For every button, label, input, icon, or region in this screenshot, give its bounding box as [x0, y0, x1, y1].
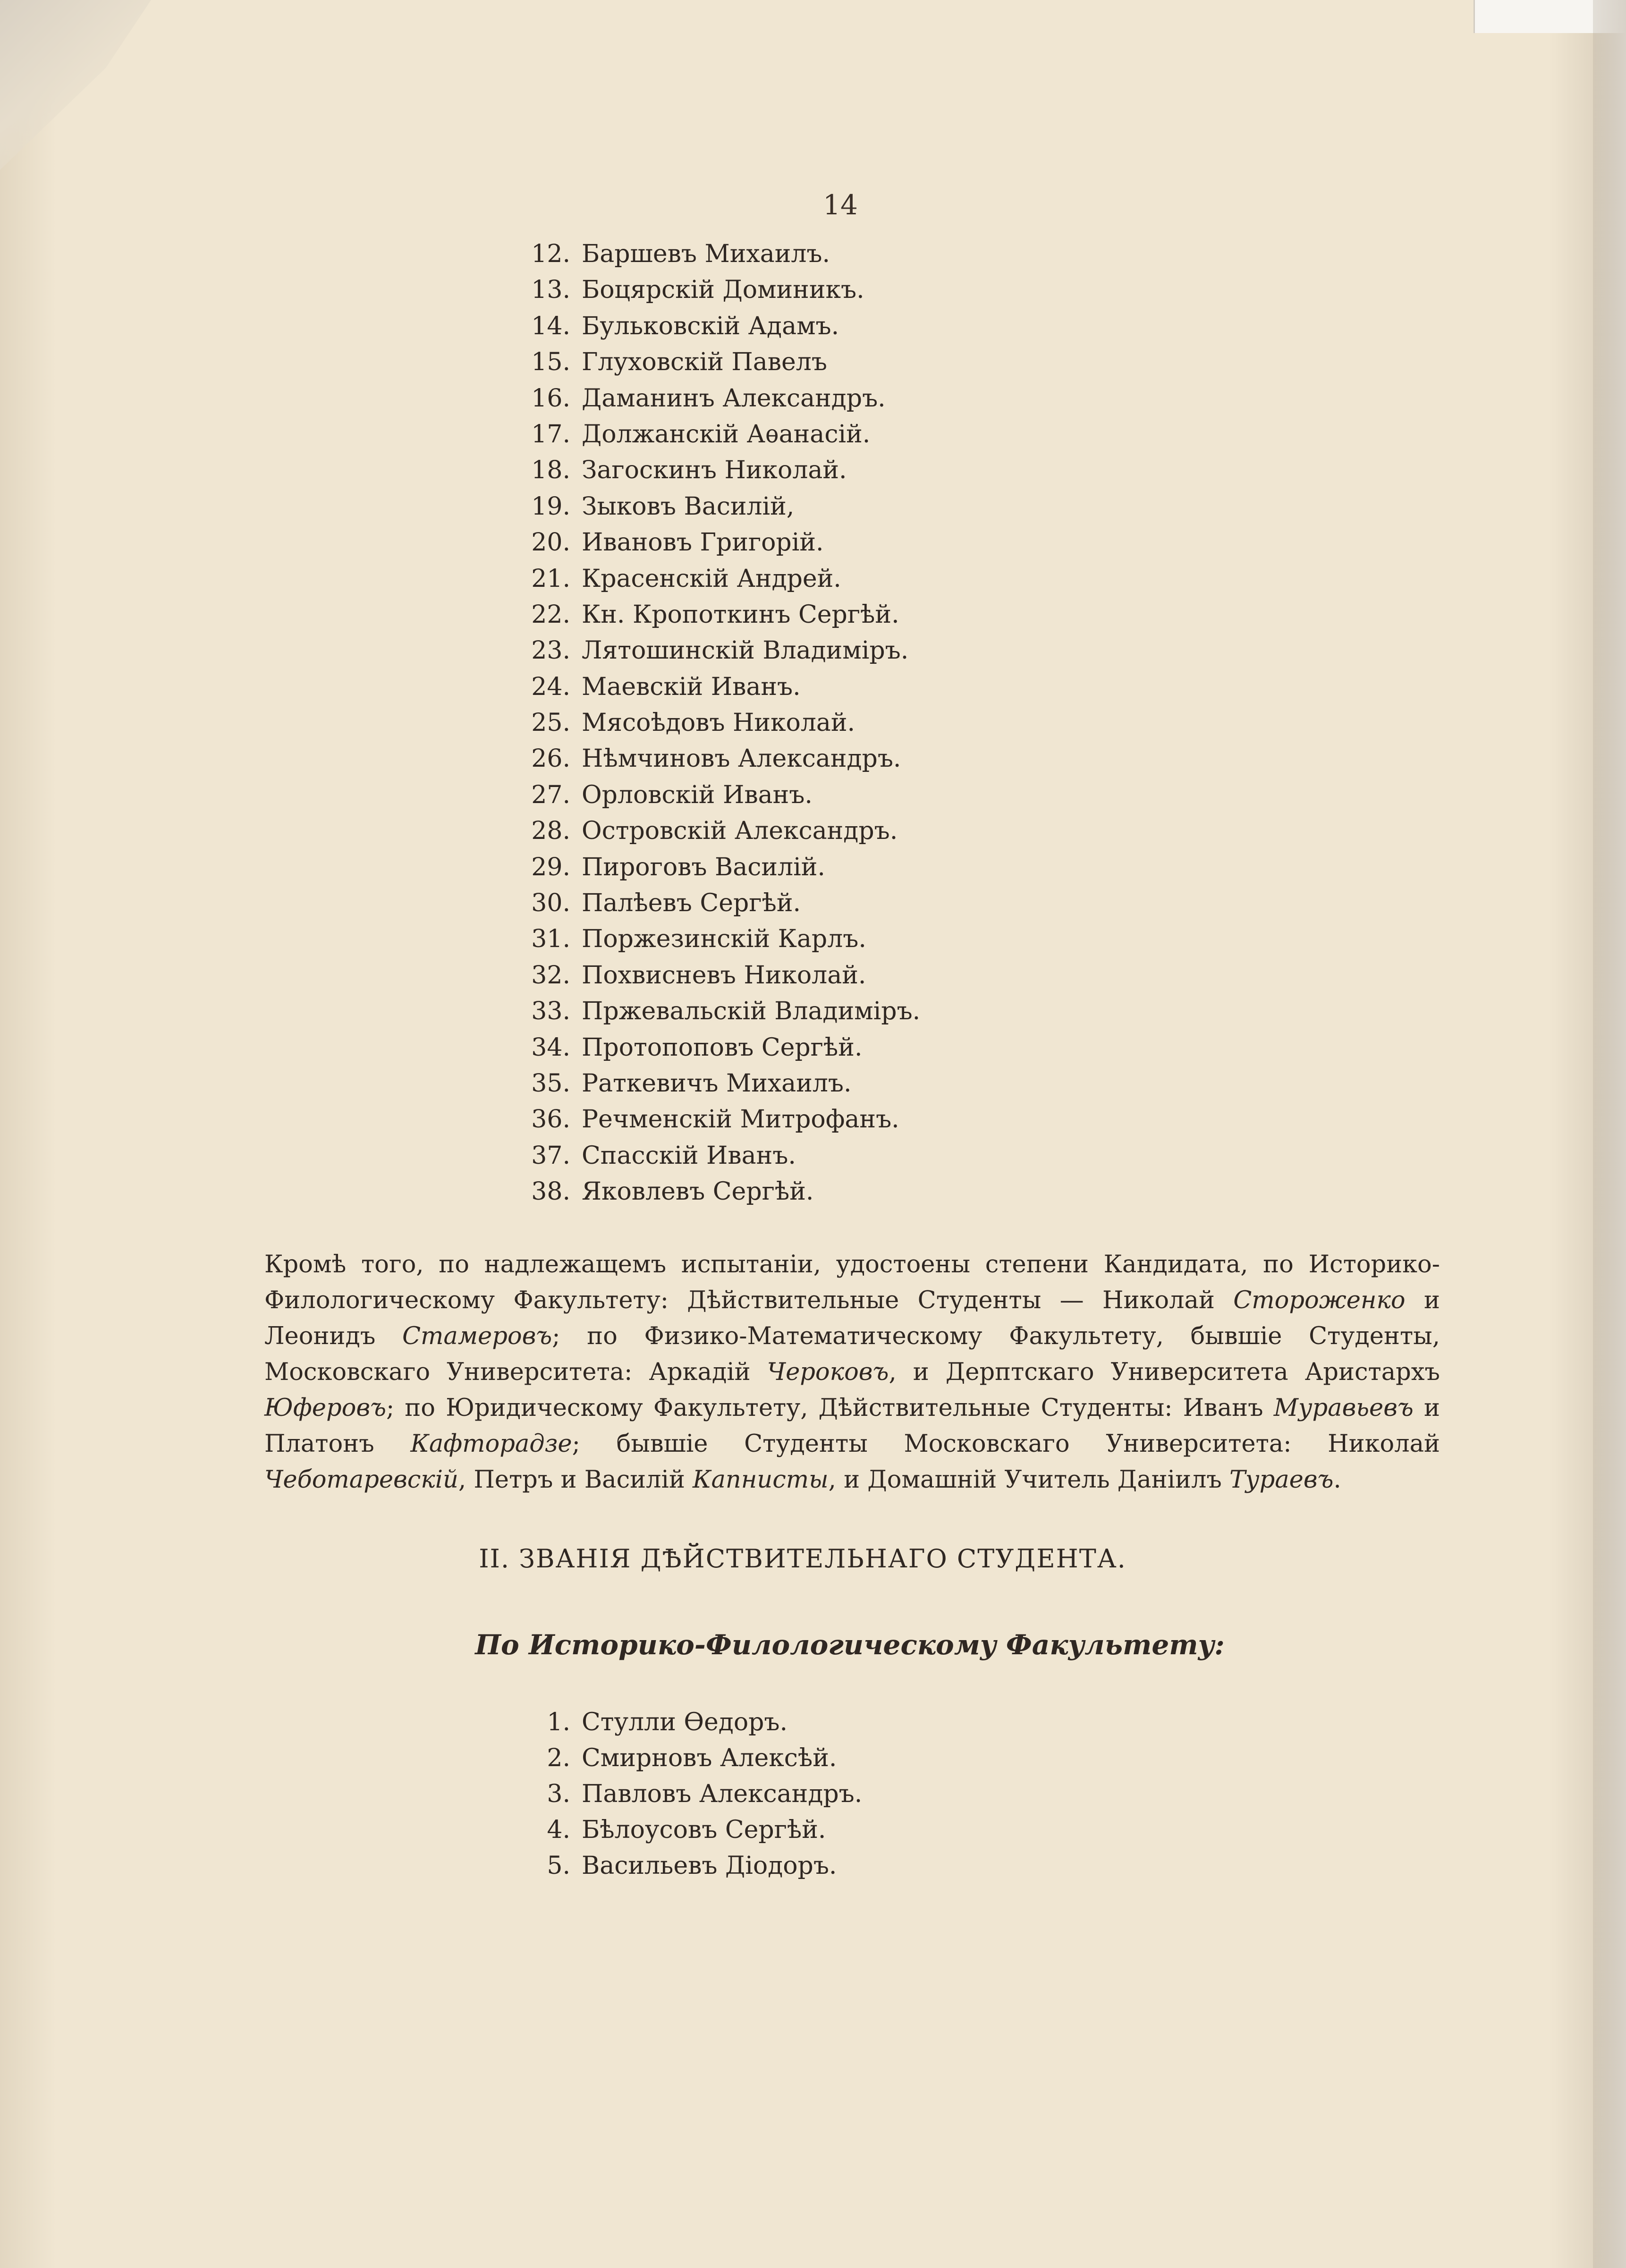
list-item: 33. Пржевальскій Владиміръ.	[531, 997, 921, 1026]
list-item: 19. Зыковъ Василій,	[531, 492, 795, 521]
page-number: 14	[823, 189, 858, 221]
list-item: 1. Стулли Ѳедоръ.	[547, 1708, 788, 1736]
section-heading: II. ЗВАНІЯ ДѢЙСТВИТЕЛЬНАГО СТУДЕНТА.	[479, 1544, 1126, 1574]
list-item: 30. Палѣевъ Сергѣй.	[531, 889, 801, 918]
page-edge-shadow	[1593, 0, 1626, 2268]
list-item: 23. Лятошинскій Владиміръ.	[531, 636, 909, 665]
list-item: 15. Глуховскій Павелъ	[531, 348, 827, 377]
candidate-paragraph: Кромѣ того, по надлежащемъ испытаніи, удостоены степени Кандидата, по Историко-Филологическому Факультету: Дѣйствительные Студенты — Николай Стороженко и Леонидъ Стамеровъ; по Физико-Математическому Факультету, бывшіе Студенты, Московскаго Университета: Аркадій Чероковъ, и Дерптскаго Университета Аристархъ Юферовъ; по Юридическому Факультету, Дѣйствительные Студенты: Иванъ Муравьевъ и Платонъ Кафторадзе; бывшіе Студенты Московскаго Университета: Николай Чеботаревскій, Петръ и Василій Капнисты, и Домашній Учитель Даніилъ Тураевъ.	[264, 1251, 1440, 1494]
student-list	[519, 1704, 862, 1884]
list-item: 26. Нѣмчиновъ Александръ.	[531, 745, 901, 773]
list-item: 13. Боцярскій Доминикъ.	[531, 276, 864, 305]
list-item: 31. Поржезинскій Карлъ.	[531, 925, 866, 954]
list-item: 5. Васильевъ Діодоръ.	[547, 1852, 837, 1880]
list-item: 34. Протопоповъ Сергѣй.	[531, 1033, 863, 1062]
list-item: 24. Маевскій Иванъ.	[531, 672, 801, 701]
list-item: 18. Загоскинъ Николай.	[531, 456, 847, 485]
list-item: 35. Раткевичъ Михаилъ.	[531, 1069, 852, 1098]
folded-corner	[0, 0, 151, 170]
list-item: 22. Кн. Кропоткинъ Сергѣй.	[531, 600, 899, 629]
list-item: 32. Похвисневъ Николай.	[531, 961, 866, 990]
list-item: 29. Пироговъ Василій.	[531, 853, 825, 881]
list-item: 21. Красенскій Андрей.	[531, 564, 841, 593]
list-item: 4. Бѣлоусовъ Сергѣй.	[547, 1816, 826, 1844]
list-item: 16. Даманинъ Александръ.	[531, 384, 886, 413]
list-item: 37. Спасскій Иванъ.	[531, 1141, 796, 1170]
list-item: 2. Смирновъ Алексѣй.	[547, 1744, 837, 1772]
candidate-list	[519, 236, 920, 1210]
list-item: 14. Бульковскій Адамъ.	[531, 312, 839, 340]
list-item: 3. Павловъ Александръ.	[547, 1780, 863, 1808]
list-item: 28. Островскій Александръ.	[531, 817, 898, 846]
list-item: 27. Орловскій Иванъ.	[531, 780, 813, 809]
list-item: 20. Ивановъ Григорій.	[531, 528, 824, 557]
list-item: 17. Должанскій Аѳанасій.	[531, 420, 871, 449]
list-item: 12. Баршевъ Михаилъ.	[531, 240, 830, 268]
list-item: 38. Яковлевъ Сергѣй.	[531, 1177, 814, 1206]
list-item: 25. Мясоѣдовъ Николай.	[531, 709, 855, 737]
faculty-heading: По Историко-Филологическому Факультету:	[475, 1629, 1225, 1661]
list-item: 36. Речменскій Митрофанъ.	[531, 1105, 899, 1134]
